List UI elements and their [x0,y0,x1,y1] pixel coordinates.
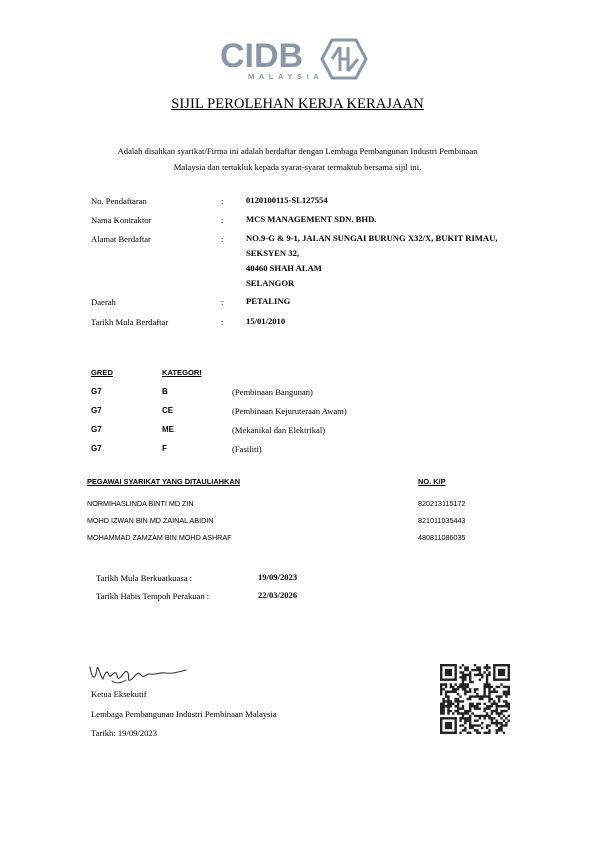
grade-cell: G7 [91,444,102,453]
effective-date-label: Tarikh Mula Berkuatkuasa : [96,573,193,583]
contractor-label: Nama Kontraktor [91,215,152,225]
ic-number-header: NO. K/P [418,477,446,486]
expiry-date-label: Tarikh Habis Tempoh Perakuan : [96,591,210,601]
logo-subtext: MALAYSIA [248,72,324,81]
intro-line-2: Malaysia dan tertakluk kepada syarat-syarat termaktub bersama sijil ini. [173,162,422,172]
category-description: (Pembinaan Kejuruteraan Awam) [232,406,347,416]
category-cell: ME [162,425,174,434]
category-description: (Fasiliti) [232,444,262,454]
address-colon: : [221,234,224,244]
effective-date-value: 19/09/2023 [258,572,298,582]
cidb-malaysia-logo [218,33,378,85]
address-label: Alamat Berdaftar [91,234,151,244]
expiry-date-value: 22/03/2026 [258,590,298,600]
category-cell: F [162,444,167,453]
intro-paragraph [50,143,545,175]
grade-header: GRED [91,368,113,377]
signature [86,657,190,685]
officer-ic: 820213115172 [418,499,466,508]
logo-wordmark: CIDB [220,37,304,75]
address-line-4: SELANGOR [246,278,295,288]
qr-finder-pattern [440,664,457,681]
category-cell: B [162,387,168,396]
district-label: Daerah [91,297,116,307]
registered-start-colon: : [221,317,224,327]
district-colon: : [221,297,224,307]
certificate-title: SIJIL PEROLEHAN KERJA KERAJAAN [171,96,424,112]
registered-start-label: Tarikh Mula Berdaftar [91,317,169,327]
officer-name: NORMIHASLINDA BINTI MD ZIN [87,499,194,508]
issue-date: Tarikh: 19/09/2023 [91,728,157,738]
officer-ic: 480811086035 [418,533,466,542]
registration-value: 0120100115-SL127554 [246,195,328,205]
category-description: (Pembinaan Bangunan) [232,387,313,397]
intro-line-1: Adalah disahkan syarikat/Firma ini adalah berdaftar dengan Lembaga Pembangunan Industri Pembinaan [117,146,478,156]
address-line-3: 40460 SHAH ALAM [246,263,322,273]
contractor-value: MCS MANAGEMENT SDN. BHD. [246,214,377,224]
signatory-position: Ketua Eksekutif [91,689,147,699]
officer-ic: 821011035443 [418,516,466,525]
registered-start-value: 15/01/2010 [246,316,286,326]
category-cell: CE [162,406,174,415]
signatory-organisation: Lembaga Pembangunan Industri Pembinaan Malaysia [91,709,277,719]
grade-cell: G7 [91,425,102,434]
address-line-1: NO.9-G & 9-1, JALAN SUNGAI BURUNG X32/X, BUKIT RIMAU, [246,233,498,243]
address-line-2: SEKSYEN 32, [246,248,300,258]
grade-cell: G7 [91,406,102,415]
registration-colon: : [221,196,224,206]
category-description: (Mekanikal dan Elektrikal) [232,425,326,435]
qr-code-icon [440,664,510,734]
qr-finder-pattern [493,664,510,681]
district-value: PETALING [246,296,291,306]
officer-name: MOHAMMAD ZAMZAM BIN MOHD ASHRAF [87,533,232,542]
hexagon-mark-icon [322,40,366,78]
officers-header: PEGAWAI SYARIKAT YANG DITAULIAHKAN [87,477,241,486]
qr-finder-pattern [440,717,457,734]
registration-label: No. Pendaftaran [91,196,147,206]
grade-cell: G7 [91,387,102,396]
officer-name: MOHD IZWAN BIN MD ZAINAL ABIDIN [87,516,214,525]
category-header: KATEGORI [162,368,202,377]
address-value [246,231,497,291]
contractor-colon: : [221,215,224,225]
